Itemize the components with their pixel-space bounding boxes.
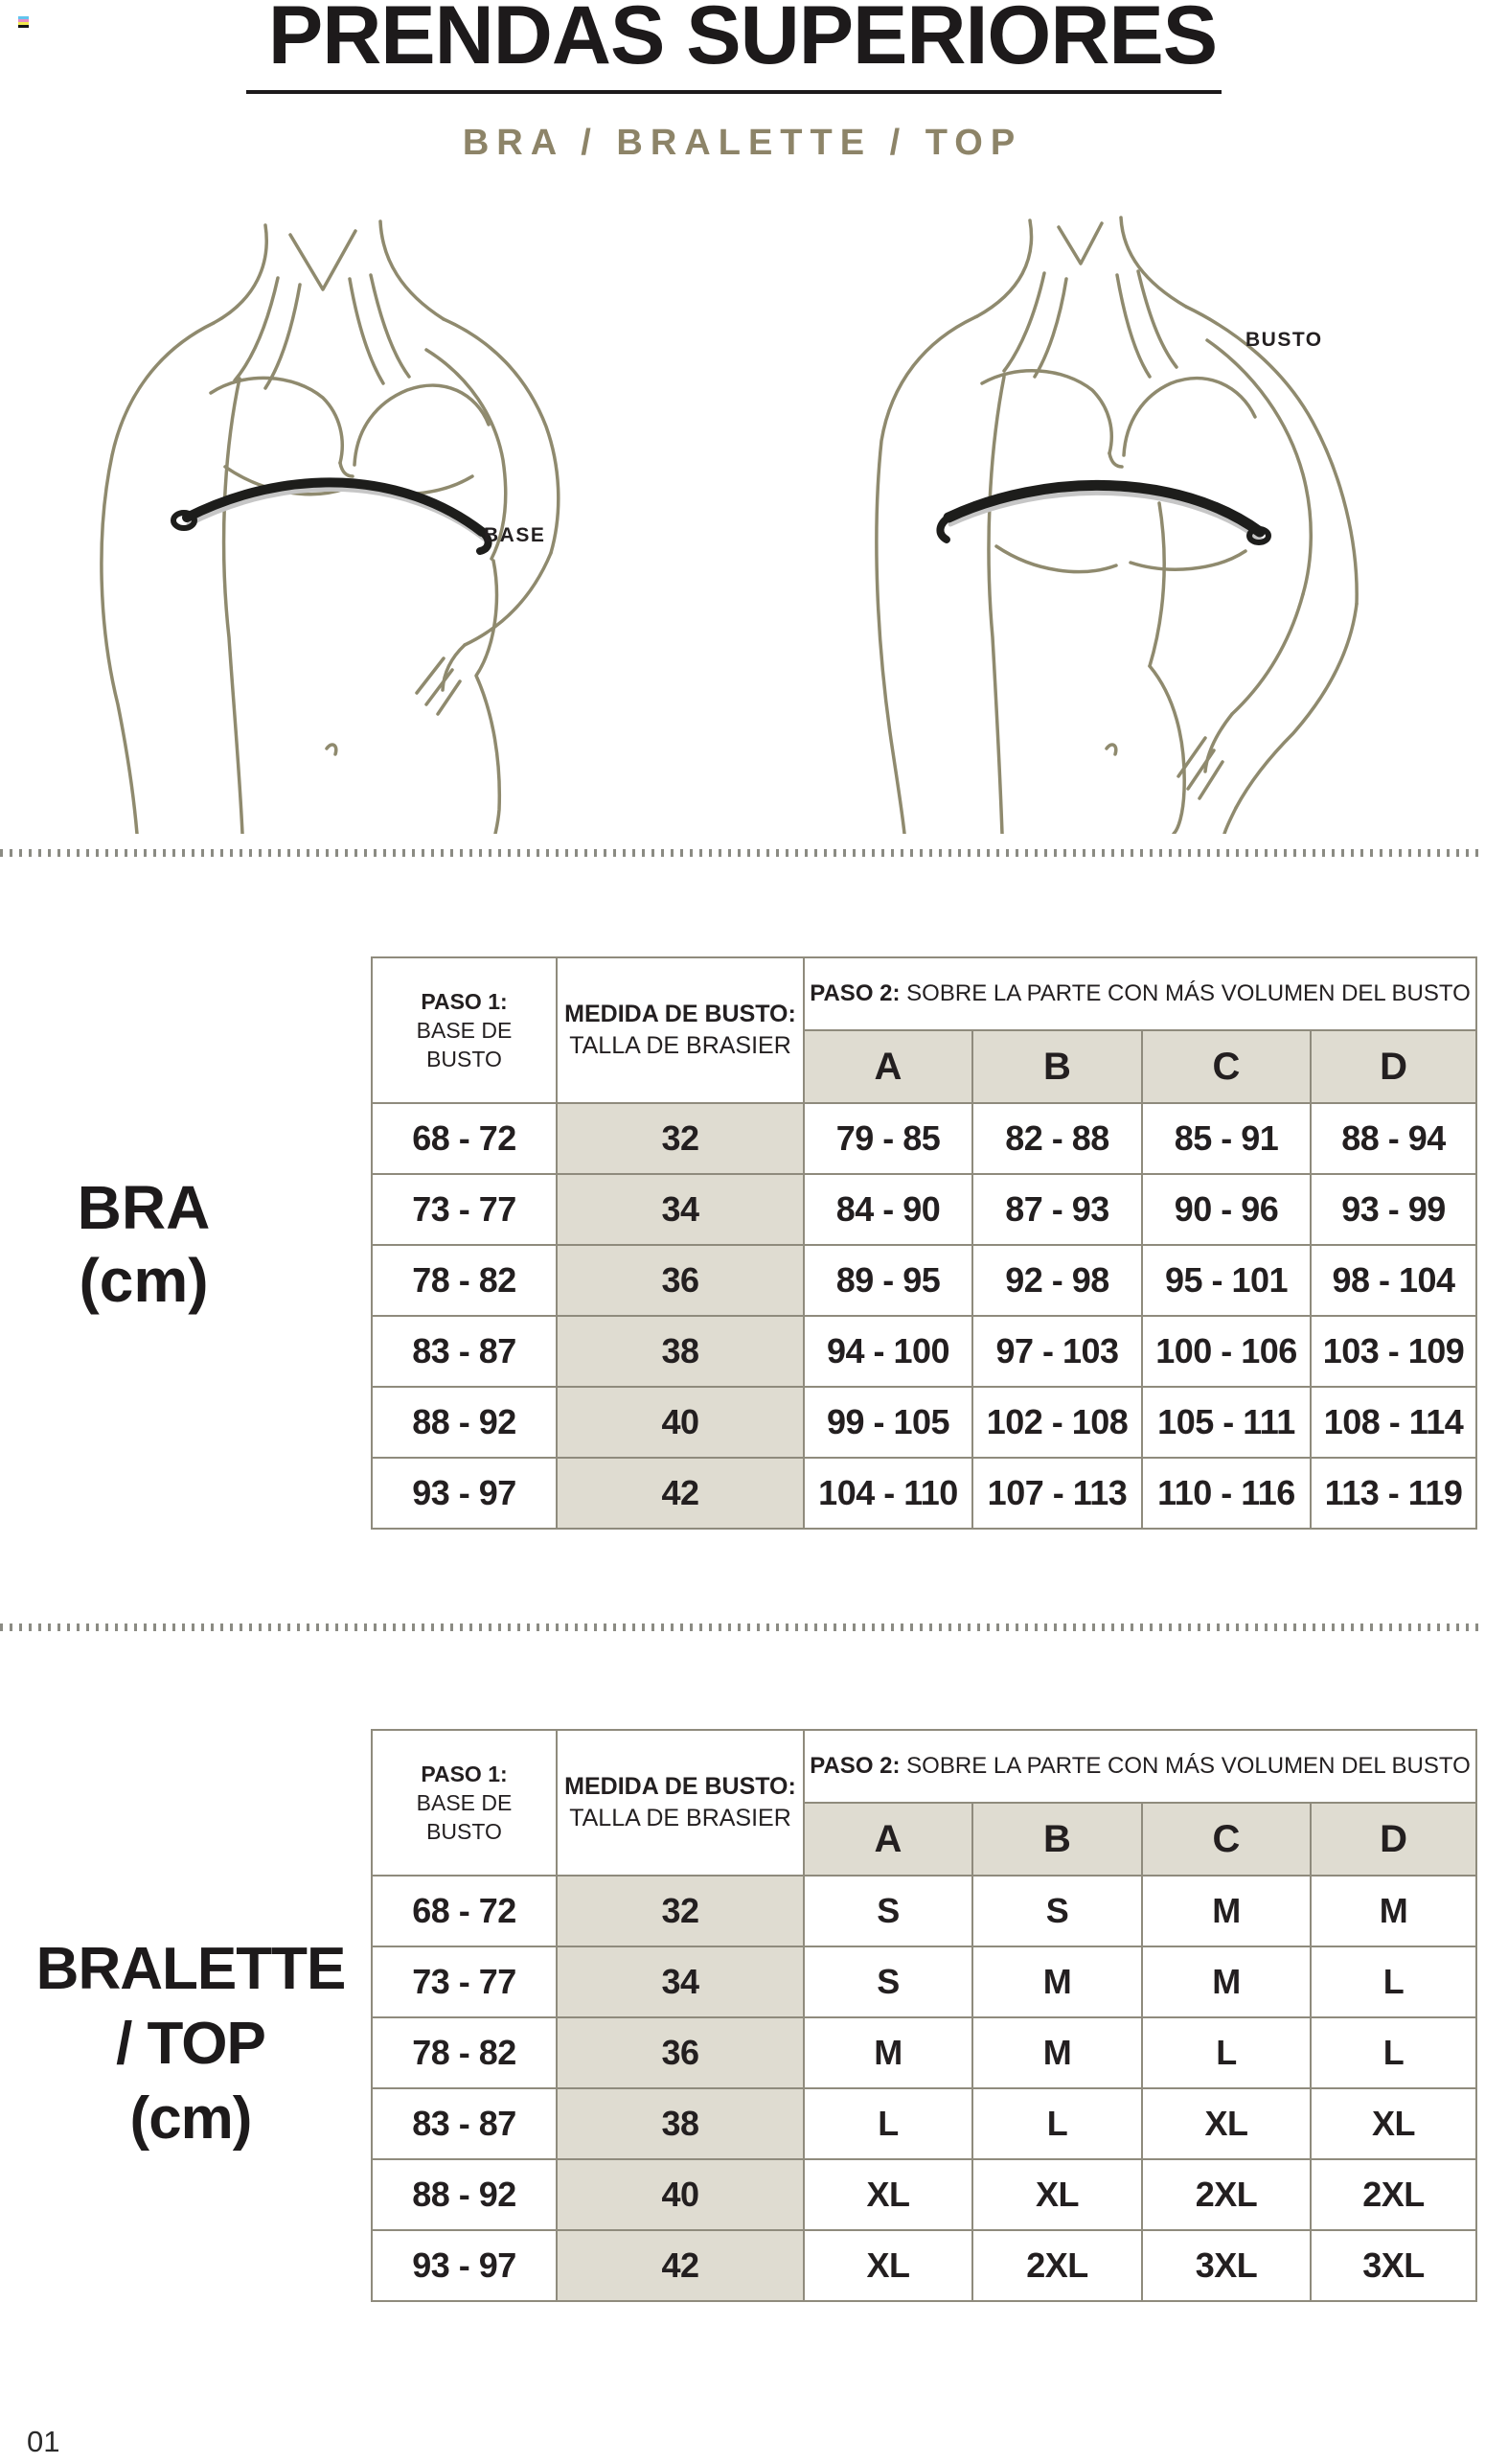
table-row [372,1245,1476,1316]
size-cell: M [972,2017,1142,2088]
cup-b-header: B [972,1803,1142,1876]
size-cell: 104 - 110 [804,1458,972,1529]
section-label-line: / TOP [116,2011,265,2077]
size-cell: 102 - 108 [972,1387,1142,1458]
section-label-bralette-top [0,1932,381,2156]
size-cell: 97 - 103 [972,1316,1142,1387]
size-cell: 84 - 90 [804,1174,972,1245]
size-cell: L [1311,1946,1476,2017]
page-number: 01 [27,2425,60,2458]
table-row [372,1316,1476,1387]
size-cell: 90 - 96 [1142,1174,1311,1245]
size-cell: 105 - 111 [1142,1387,1311,1458]
size-cell: 100 - 106 [1142,1316,1311,1387]
size-cell: 42 [557,1458,804,1529]
size-cell: 82 - 88 [972,1103,1142,1174]
size-cell: 83 - 87 [372,2088,557,2159]
measurement-figures [0,216,1485,841]
dotted-divider [0,1623,1485,1631]
size-cell: 40 [557,1387,804,1458]
size-cell: 42 [557,2230,804,2301]
paso2-header: PASO 2: SOBRE LA PARTE CON MÁS VOLUMEN DEL BUSTO [804,957,1476,1030]
bra-size-table [371,956,1477,1530]
cup-d-header: D [1311,1803,1476,1876]
section-label-line: (cm) [129,2085,252,2152]
size-cell: M [972,1946,1142,2017]
size-cell: M [1142,1876,1311,1946]
section-label-bra [38,1171,249,1317]
size-cell: 83 - 87 [372,1316,557,1387]
size-cell: 98 - 104 [1311,1245,1476,1316]
size-cell: 3XL [1311,2230,1476,2301]
table-row [372,2088,1476,2159]
size-cell: 73 - 77 [372,1946,557,2017]
size-cell: L [804,2088,972,2159]
table-row [372,1103,1476,1174]
section-label-line: (cm) [79,1246,209,1315]
table-row [372,2017,1476,2088]
medida-header: MEDIDA DE BUSTO: TALLA DE BRASIER [557,1730,804,1876]
size-cell: M [1142,1946,1311,2017]
size-cell: 2XL [972,2230,1142,2301]
figure-busto-illustration [546,216,1485,834]
size-cell: 34 [557,1946,804,2017]
size-cell: 78 - 82 [372,1245,557,1316]
size-cell: 108 - 114 [1311,1387,1476,1458]
table-row [372,1876,1476,1946]
size-cell: 88 - 92 [372,1387,557,1458]
paso1-header: PASO 1: BASE DE BUSTO [372,957,557,1103]
size-cell: 79 - 85 [804,1103,972,1174]
size-cell: L [1311,2017,1476,2088]
base-measure-label: BASE [484,524,546,546]
size-cell: M [804,2017,972,2088]
size-cell: 36 [557,1245,804,1316]
size-cell: 110 - 116 [1142,1458,1311,1529]
size-cell: 68 - 72 [372,1103,557,1174]
size-cell: 93 - 97 [372,1458,557,1529]
table-row [372,1946,1476,2017]
size-cell: XL [1311,2088,1476,2159]
size-cell: 3XL [1142,2230,1311,2301]
size-cell: 93 - 99 [1311,1174,1476,1245]
size-cell: 32 [557,1876,804,1946]
size-cell: 38 [557,2088,804,2159]
dotted-divider [0,849,1485,857]
size-cell: XL [804,2230,972,2301]
size-cell: S [972,1876,1142,1946]
cup-d-header: D [1311,1030,1476,1103]
title-underline [246,90,1222,94]
size-cell: 92 - 98 [972,1245,1142,1316]
cup-c-header: C [1142,1030,1311,1103]
cup-c-header: C [1142,1803,1311,1876]
size-cell: 94 - 100 [804,1316,972,1387]
size-cell: 99 - 105 [804,1387,972,1458]
size-cell: 85 - 91 [1142,1103,1311,1174]
size-cell: 113 - 119 [1311,1458,1476,1529]
cup-a-header: A [804,1803,972,1876]
cup-a-header: A [804,1030,972,1103]
table-row [372,2230,1476,2301]
size-cell: 93 - 97 [372,2230,557,2301]
table-row [372,1387,1476,1458]
size-cell: XL [1142,2088,1311,2159]
busto-measure-label: BUSTO [1245,329,1323,351]
table-row [372,2159,1476,2230]
size-cell: 38 [557,1316,804,1387]
size-cell: 2XL [1142,2159,1311,2230]
paso1-header: PASO 1: BASE DE BUSTO [372,1730,557,1876]
size-cell: S [804,1876,972,1946]
size-cell: 103 - 109 [1311,1316,1476,1387]
size-cell: 95 - 101 [1142,1245,1311,1316]
page-subtitle: BRA / BRALETTE / TOP [462,123,1023,163]
section-label-line: BRA [77,1173,211,1242]
size-cell: 88 - 94 [1311,1103,1476,1174]
size-cell: 68 - 72 [372,1876,557,1946]
bralette-top-size-table [371,1729,1477,2302]
table-row [372,1458,1476,1529]
size-cell: L [1142,2017,1311,2088]
size-cell: 88 - 92 [372,2159,557,2230]
size-cell: XL [804,2159,972,2230]
size-cell: XL [972,2159,1142,2230]
size-cell: 78 - 82 [372,2017,557,2088]
size-cell: 36 [557,2017,804,2088]
size-cell: 87 - 93 [972,1174,1142,1245]
size-cell: 40 [557,2159,804,2230]
size-cell: 32 [557,1103,804,1174]
size-cell: 34 [557,1174,804,1245]
size-cell: 107 - 113 [972,1458,1142,1529]
size-cell: L [972,2088,1142,2159]
paso2-header: PASO 2: SOBRE LA PARTE CON MÁS VOLUMEN DEL BUSTO [804,1730,1476,1803]
page-title: PRENDAS SUPERIORES [267,0,1218,81]
size-cell: 73 - 77 [372,1174,557,1245]
size-cell: 89 - 95 [804,1245,972,1316]
section-label-line: BRALETTE [35,1936,346,2002]
size-cell: M [1311,1876,1476,1946]
size-cell: S [804,1946,972,2017]
table-row [372,1174,1476,1245]
cup-b-header: B [972,1030,1142,1103]
size-cell: 2XL [1311,2159,1476,2230]
medida-header: MEDIDA DE BUSTO: TALLA DE BRASIER [557,957,804,1103]
